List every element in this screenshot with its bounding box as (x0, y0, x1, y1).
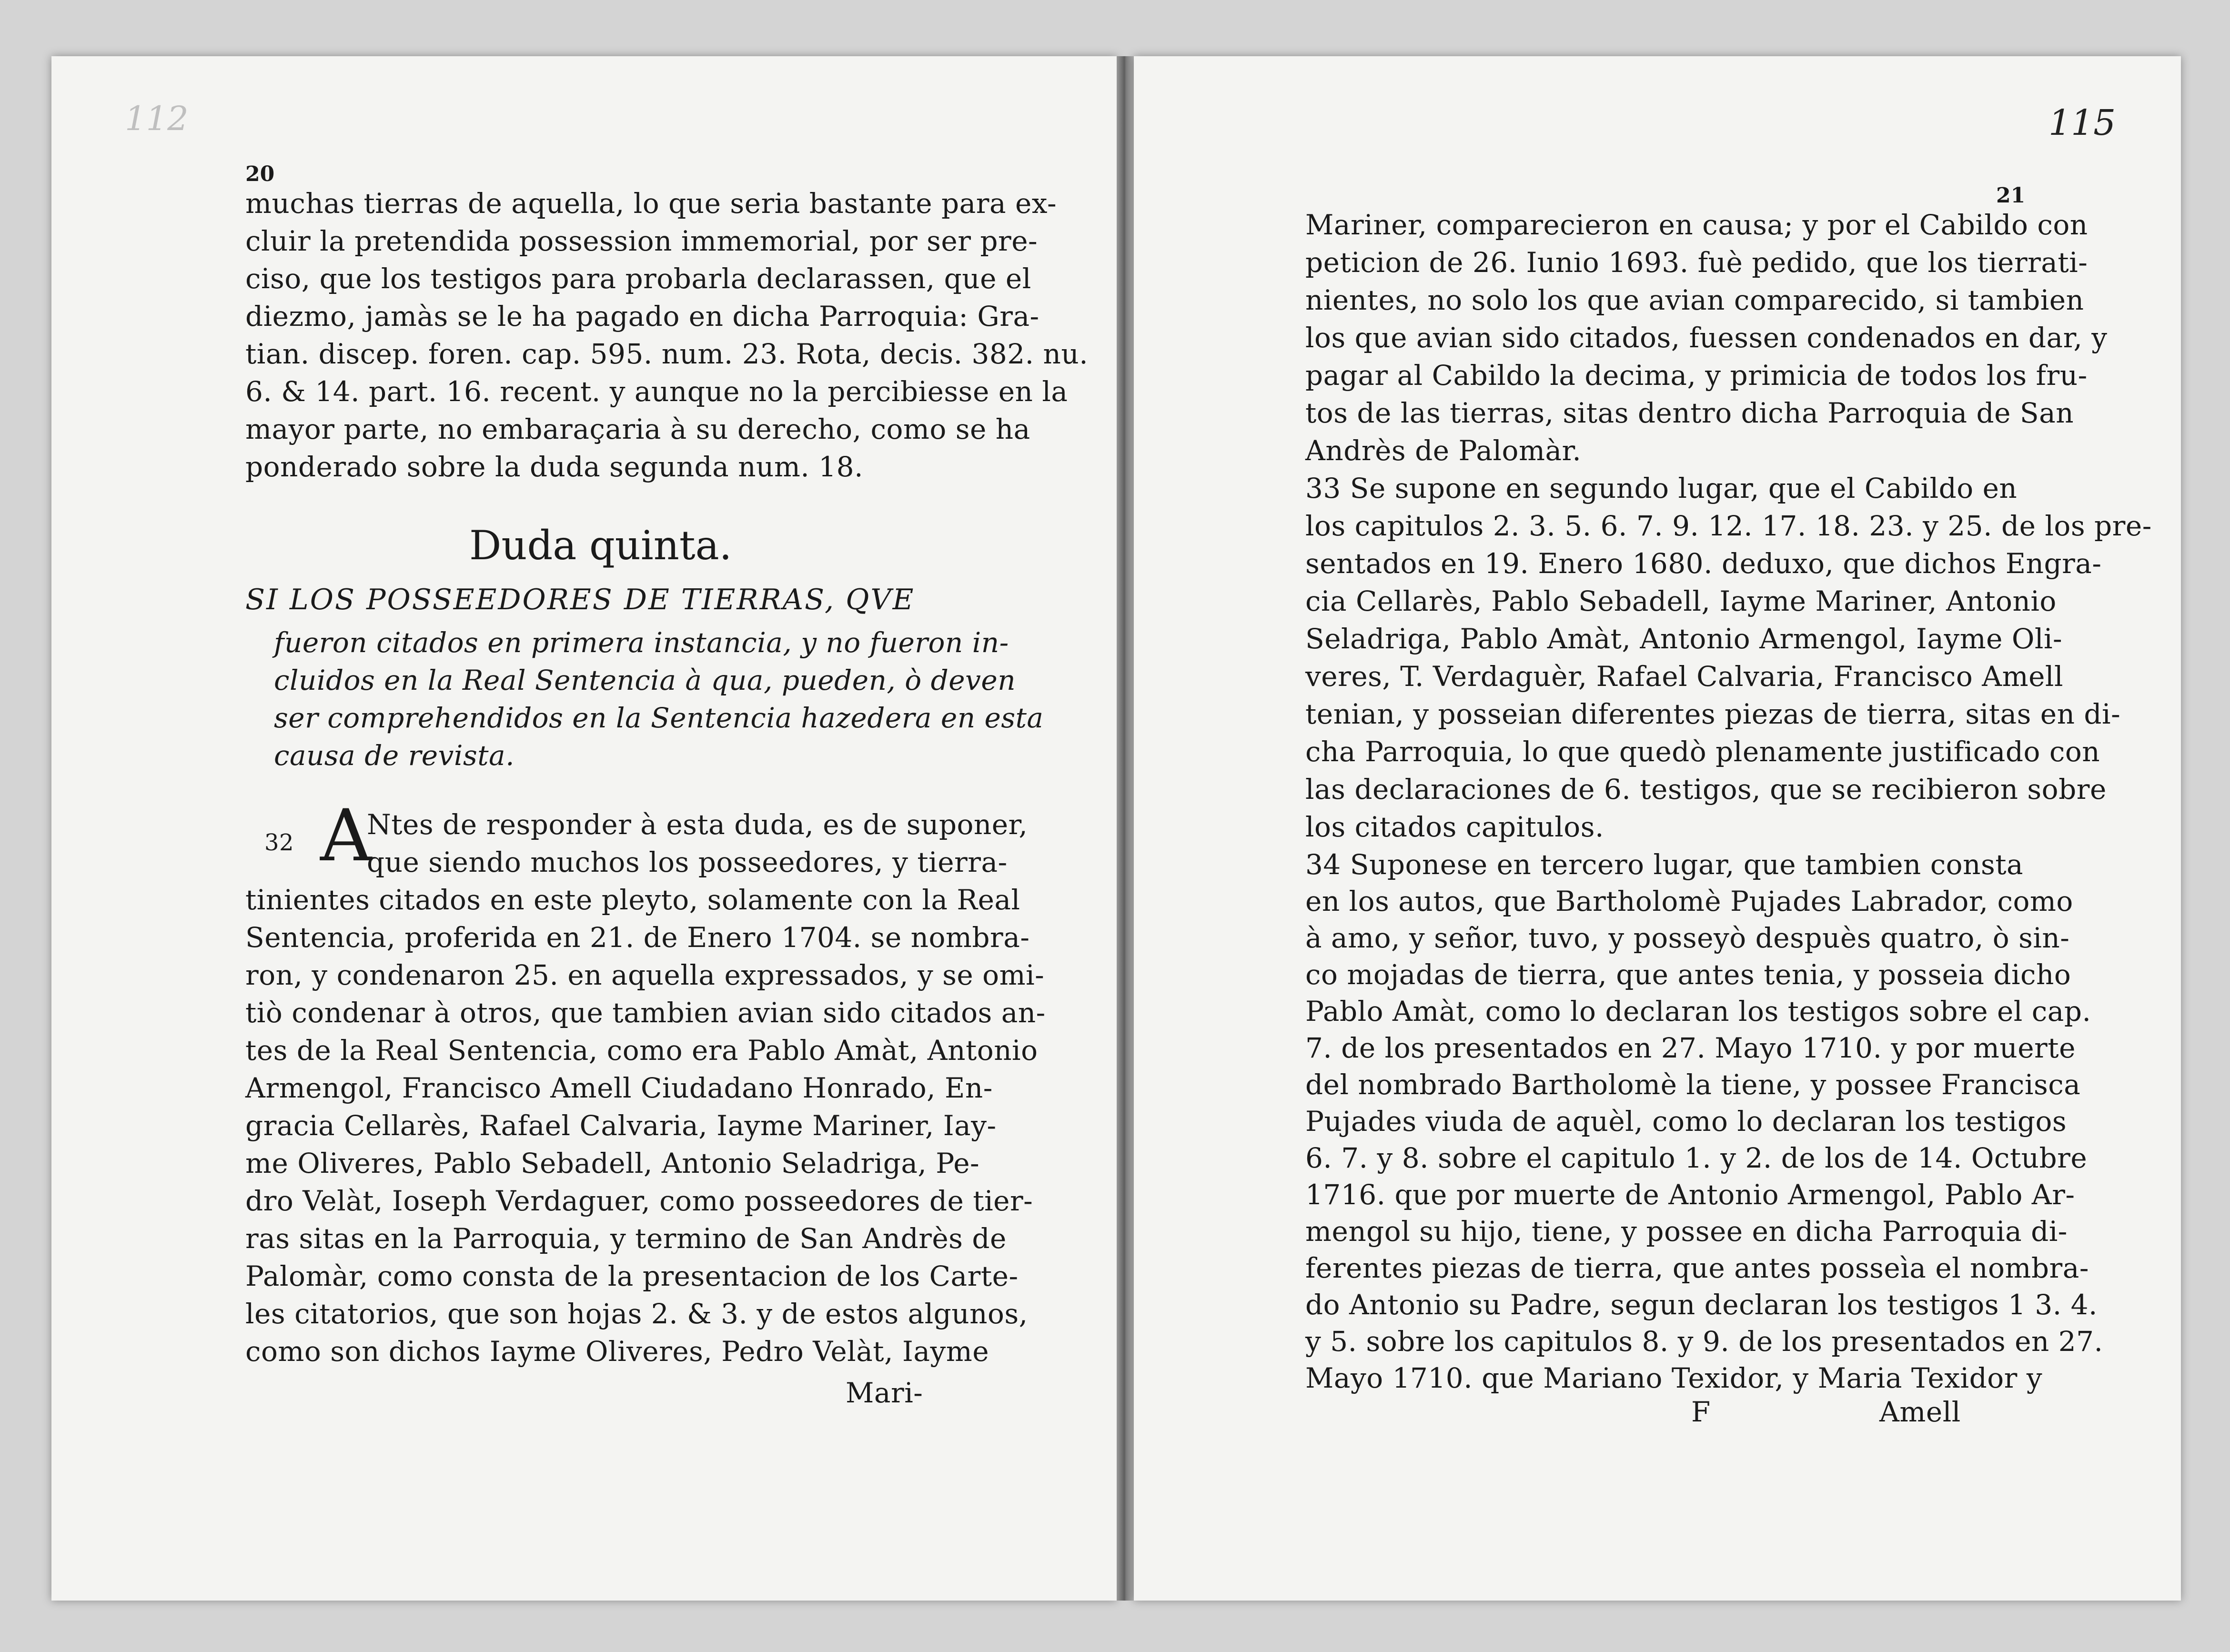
text-line: mengol su hijo, tiene, y possee en dicha Parroquia di- (1305, 1215, 2068, 1248)
text-line: del nombrado Bartholomè la tiene, y possee Francisca (1305, 1068, 2081, 1101)
text-line: peticion de 26. Iunio 1693. fuè pedido, que los tierrati- (1305, 246, 2088, 279)
paragraph-first-line: Ntes de responder à esta duda, es de suponer, (367, 808, 1028, 841)
text-line: ponderado sobre la duda segunda num. 18. (245, 451, 864, 483)
text-line: muchas tierras de aquella, lo que seria bastante para ex- (245, 187, 1057, 220)
left-catchword: Mari- (846, 1377, 923, 1409)
text-line: mayor parte, no embaraçaria à su derecho, como se ha (245, 413, 1030, 445)
text-line: diezmo, jamàs se le ha pagado en dicha Parroquia: Gra- (245, 300, 1039, 332)
text-line: como son dichos Iayme Oliveres, Pedro Velàt, Iayme (245, 1335, 989, 1368)
text-line: gracia Cellarès, Rafael Calvaria, Iayme Mariner, Iay- (245, 1109, 997, 1142)
text-line: cluir la pretendida possession immemorial, por ser pre- (245, 225, 1038, 257)
text-line: Armengol, Francisco Amell Ciudadano Honrado, En- (245, 1072, 993, 1104)
text-line: tinientes citados en este pleyto, solamente con la Real (245, 884, 1020, 916)
text-line: los capitulos 2. 3. 5. 6. 7. 9. 12. 17. 18. 23. y 25. de los pre- (1305, 510, 2152, 542)
text-line: Mayo 1710. que Mariano Texidor, y Maria Texidor y (1305, 1362, 2043, 1394)
right-page-number: 21 (1996, 183, 2026, 208)
signature-mark: F (1691, 1396, 1711, 1428)
text-line: veres, T. Verdaguèr, Rafael Calvaria, Francisco Amell (1305, 660, 2064, 693)
text-line: do Antonio su Padre, segun declaran los testigos 1 3. 4. (1305, 1289, 2098, 1321)
text-line: sentados en 19. Enero 1680. deduxo, que dichos Engra- (1305, 547, 2102, 580)
text-line: pagar al Cabildo la decima, y primicia de todos los fru- (1305, 359, 2088, 392)
text-line: à amo, y señor, tuvo, y posseyò despuès quatro, ò sin- (1305, 922, 2070, 954)
paragraph-second-line: que siendo muchos los posseedores, y tierra- (367, 846, 1008, 878)
text-line: en los autos, que Bartholomè Pujades Labrador, como (1305, 885, 2073, 917)
text-line: ser comprehendidos en la Sentencia hazedera en esta (274, 702, 1044, 734)
text-line: tiò condenar à otros, que tambien avian sido citados an- (245, 997, 1046, 1029)
text-line: y 5. sobre los capitulos 8. y 9. de los presentados en 27. (1305, 1325, 2103, 1358)
text-line: tos de las tierras, sitas dentro dicha Parroquia de San (1305, 397, 2074, 429)
paragraph-number-32: 32 (264, 829, 294, 856)
text-line: 34 Suponese en tercero lugar, que tambien consta (1305, 848, 2024, 881)
text-line: cha Parroquia, lo que quedò plenamente justificado con (1305, 735, 2100, 768)
section-heading: Duda quinta. (469, 522, 732, 569)
text-line: Mariner, comparecieron en causa; y por el Cabildo con (1305, 209, 2088, 241)
text-line: ron, y condenaron 25. en aquella expressados, y se omi- (245, 959, 1045, 991)
text-line: ciso, que los testigos para probarla declarassen, que el (245, 262, 1031, 295)
text-line: tes de la Real Sentencia, como era Pablo Amàt, Antonio (245, 1034, 1038, 1067)
question-first-line: SI LOS POSSEEDORES DE TIERRAS, QVE (245, 583, 915, 616)
text-line: nientes, no solo los que avian comparecido, si tambien (1305, 284, 2084, 316)
text-line: tenian, y posseian diferentes piezas de tierra, sitas en di- (1305, 698, 2121, 730)
left-folio-mark: 112 (125, 99, 189, 138)
text-line: cluidos en la Real Sentencia à qua, pueden, ò deven (274, 664, 1016, 696)
text-line: fueron citados en primera instancia, y no fueron in- (274, 626, 1009, 659)
right-folio-mark: 115 (2048, 102, 2116, 143)
text-line: dro Velàt, Ioseph Verdaguer, como posseedores de tier- (245, 1185, 1033, 1217)
text-line: 6. & 14. part. 16. recent. y aunque no la percibiesse en la (245, 375, 1068, 408)
text-line: 6. 7. y 8. sobre el capitulo 1. y 2. de los de 14. Octubre (1305, 1142, 2088, 1174)
text-line: co mojadas de tierra, que antes tenia, y posseia dicho (1305, 958, 2071, 991)
text-line: los que avian sido citados, fuessen condenados en dar, y (1305, 322, 2108, 354)
right-catchword: Amell (1879, 1396, 1961, 1428)
text-line: Andrès de Palomàr. (1305, 434, 1582, 467)
text-line: Seladriga, Pablo Amàt, Antonio Armengol, Iayme Oli- (1305, 623, 2063, 655)
text-line: les citatorios, que son hojas 2. & 3. y de estos algunos, (245, 1298, 1028, 1330)
text-line: ras sitas en la Parroquia, y termino de San Andrès de (245, 1222, 1007, 1255)
text-line: Sentencia, proferida en 21. de Enero 1704. se nombra- (245, 921, 1030, 954)
text-line: 7. de los presentados en 27. Mayo 1710. y por muerte (1305, 1032, 2076, 1064)
text-line: tian. discep. foren. cap. 595. num. 23. Rota, decis. 382. nu. (245, 338, 1089, 370)
text-line: cia Cellarès, Pablo Sebadell, Iayme Mariner, Antonio (1305, 585, 2057, 617)
text-line: Pablo Amàt, como lo declaran los testigos sobre el cap. (1305, 995, 2091, 1027)
text-line: 33 Se supone en segundo lugar, que el Cabildo en (1305, 472, 2018, 504)
text-line: los citados capitulos. (1305, 811, 1604, 843)
left-page-number: 20 (245, 162, 275, 186)
text-line: ferentes piezas de tierra, que antes posseìa el nombra- (1305, 1252, 2089, 1284)
text-line: Pujades viuda de aquèl, como lo declaran los testigos (1305, 1105, 2067, 1138)
book-gutter (1117, 56, 1134, 1601)
text-line: Palomàr, como consta de la presentacion de los Carte- (245, 1260, 1019, 1292)
text-line: las declaraciones de 6. testigos, que se recibieron sobre (1305, 773, 2107, 806)
text-line: me Oliveres, Pablo Sebadell, Antonio Seladriga, Pe- (245, 1147, 980, 1179)
text-line: 1716. que por muerte de Antonio Armengol, Pablo Ar- (1305, 1179, 2075, 1211)
drop-cap: A (320, 795, 372, 877)
text-line: causa de revista. (274, 739, 515, 772)
